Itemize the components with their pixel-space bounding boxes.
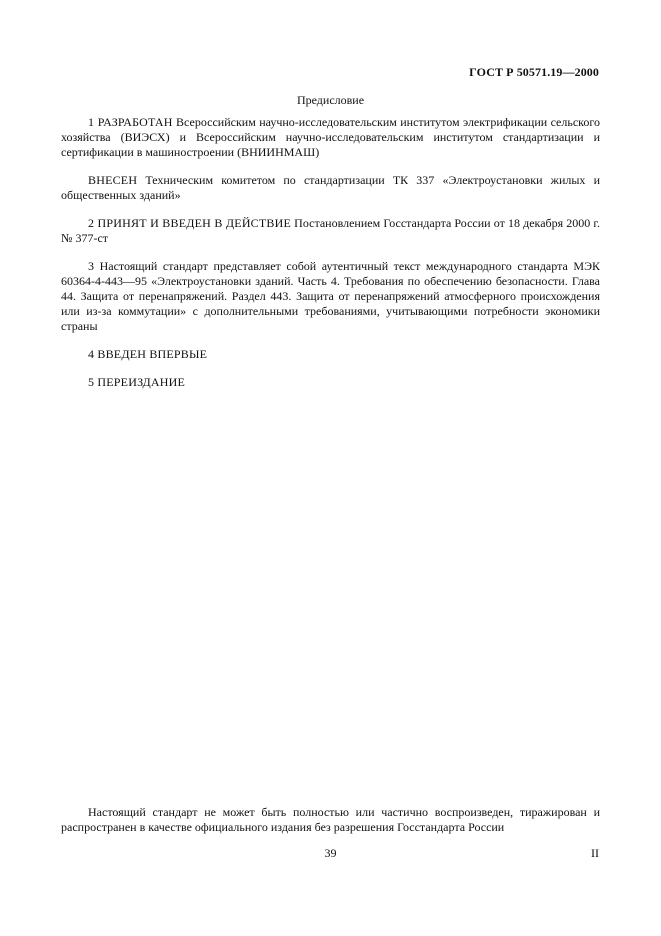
adopted-lead: 2 ПРИНЯТ И ВВЕДЕН В ДЕЙСТВИЕ <box>88 216 292 230</box>
paragraph-introduced-by <box>61 173 600 203</box>
introduced-by-lead: ВНЕСЕН <box>88 173 138 187</box>
roman-page-number: II <box>591 846 599 860</box>
introduced-by-text: Техническим комитетом по стандартизации ТК 337 «Электроустановки жилых и общественных зданий» <box>61 173 600 202</box>
preface-body <box>61 115 600 403</box>
developed-by-lead: 1 РАЗРАБОТАН <box>88 115 173 129</box>
page-number: 39 <box>324 846 337 860</box>
paragraph-adopted <box>61 216 600 246</box>
paragraph-developed-by <box>61 115 600 160</box>
preface-title: Предисловие <box>296 93 365 107</box>
paragraph-first-introduced: 4 ВВЕДЕН ВПЕРВЫЕ <box>88 347 208 361</box>
rights-notice: Настоящий стандарт не может быть полностью или частично воспроизведен, тиражирован и распространен в качестве официального издания без разрешения Госстандарта России <box>61 805 600 834</box>
developed-by-text: Всероссийским научно-исследовательским институтом электрификации сельского хозяйства (ВИЭСХ) и Всероссийским научно-исследовательским институтом стандартизации и сертификации в машиностроении (ВНИИНМАШ) <box>61 115 600 159</box>
paragraph-reissue: 5 ПЕРЕИЗДАНИЕ <box>88 375 186 389</box>
standard-designation: ГОСТ Р 50571.19—2000 <box>469 65 599 79</box>
adopted-text: Постановлением Госстандарта России от 18 декабря 2000 г. № 377-ст <box>61 216 600 245</box>
paragraph-authentic-text: 3 Настоящий стандарт представляет собой аутентичный текст международного стандарта МЭК 60364-4-443—95 «Электроустановки зданий. Часть 4. Требования по обеспечению безопасности. Глава 44. Защита от перенапряжений. Раздел 443. Защита от перенапряжений атмосферного происхождения или из-за коммутации» с дополнительными требованиями, учитывающими потребности экономики страны <box>61 259 600 333</box>
